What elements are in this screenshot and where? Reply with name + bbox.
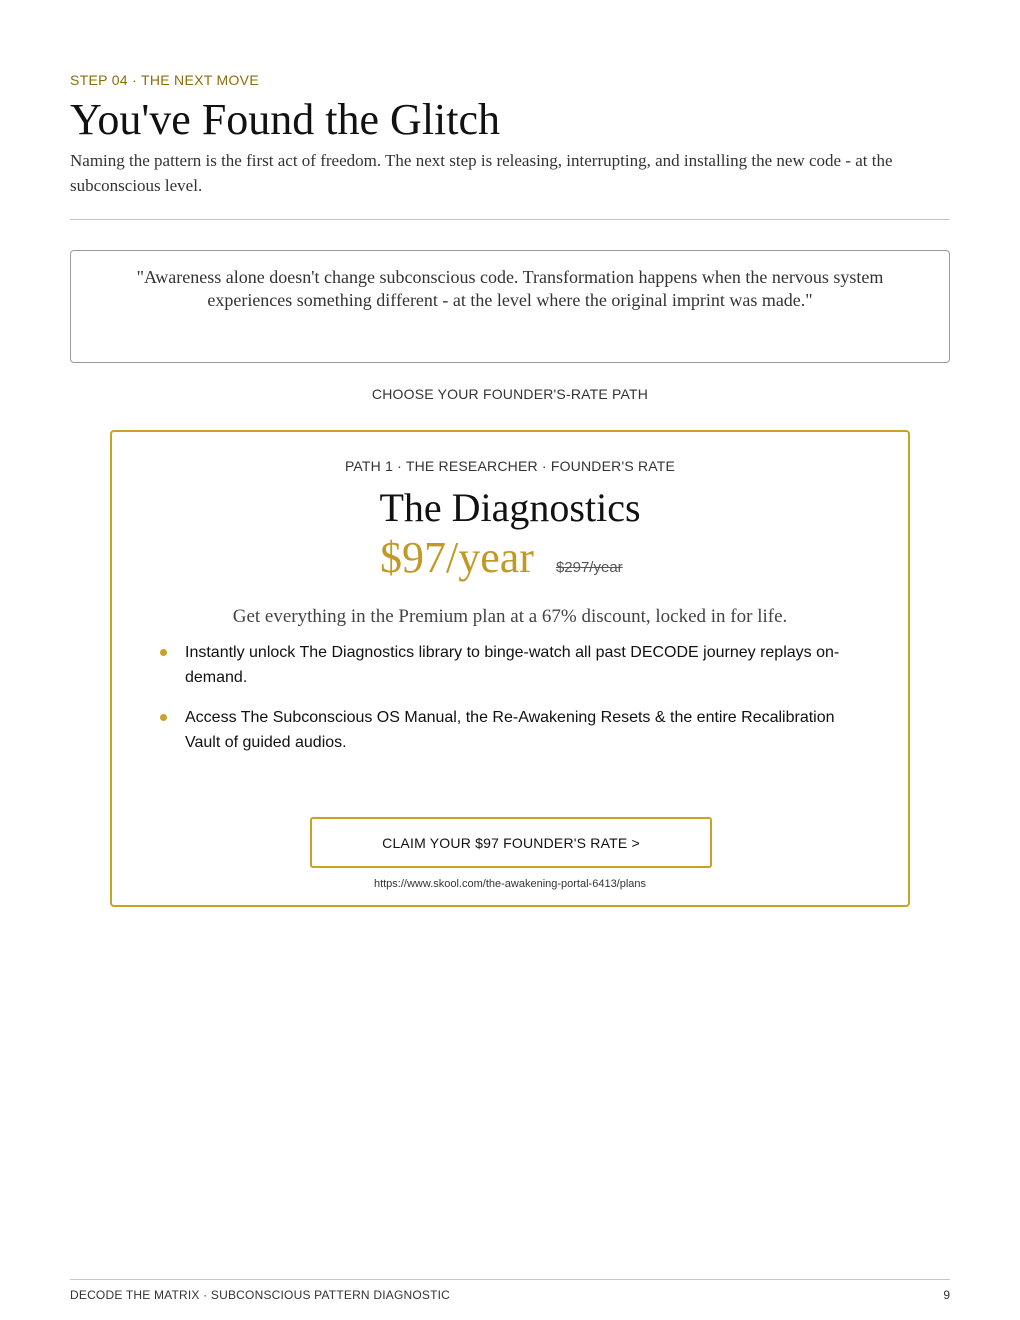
benefits-list bbox=[160, 640, 860, 770]
card-title: The Diagnostics bbox=[379, 485, 641, 530]
benefit-item bbox=[160, 705, 860, 755]
benefit-text: Access The Subconscious OS Manual, the Re-Awakening Resets & the entire Recalibration Vault of guided audios. bbox=[185, 709, 835, 751]
benefit-item bbox=[160, 640, 860, 690]
intro-paragraph: Naming the pattern is the first act of freedom. The next step is releasing, interrupting, and installing the new code - at the subconscious level. bbox=[70, 151, 893, 195]
bullet-dot-icon bbox=[160, 714, 167, 721]
cta-url-link[interactable]: https://www.skool.com/the-awakening-portal-6413/plans bbox=[373, 878, 647, 890]
card-eyebrow: PATH 1 · THE RESEARCHER · FOUNDER'S RATE bbox=[344, 458, 676, 474]
price-row bbox=[380, 532, 623, 583]
current-price: $97/year bbox=[380, 533, 534, 582]
quote-text: "Awareness alone doesn't change subconscious code. Transformation happens when the nervous system experiences something different - at the level where the original imprint was made." bbox=[136, 267, 884, 310]
section-eyebrow: STEP 04 · THE NEXT MOVE bbox=[70, 72, 259, 88]
bullet-dot-icon bbox=[160, 649, 167, 656]
choose-path-label: CHOOSE YOUR FOUNDER'S-RATE PATH bbox=[371, 386, 649, 402]
benefit-text: Instantly unlock The Diagnostics library to binge-watch all past DECODE journey replays on-demand. bbox=[185, 644, 840, 686]
quote-box bbox=[70, 250, 950, 363]
pricing-card bbox=[110, 430, 910, 907]
top-divider bbox=[70, 219, 950, 220]
cta-label: CLAIM YOUR $97 FOUNDER'S RATE > bbox=[382, 834, 640, 851]
page-title: You've Found the Glitch bbox=[70, 95, 501, 144]
footer-divider bbox=[70, 1279, 950, 1280]
page-number: 9 bbox=[943, 1288, 950, 1302]
card-description: Get everything in the Premium plan at a 67% discount, locked in for life. bbox=[232, 606, 788, 627]
footer-title: DECODE THE MATRIX · SUBCONSCIOUS PATTERN DIAGNOSTIC bbox=[70, 1288, 451, 1302]
original-price: $297/year bbox=[555, 559, 623, 576]
claim-founders-rate-button[interactable] bbox=[310, 817, 712, 868]
